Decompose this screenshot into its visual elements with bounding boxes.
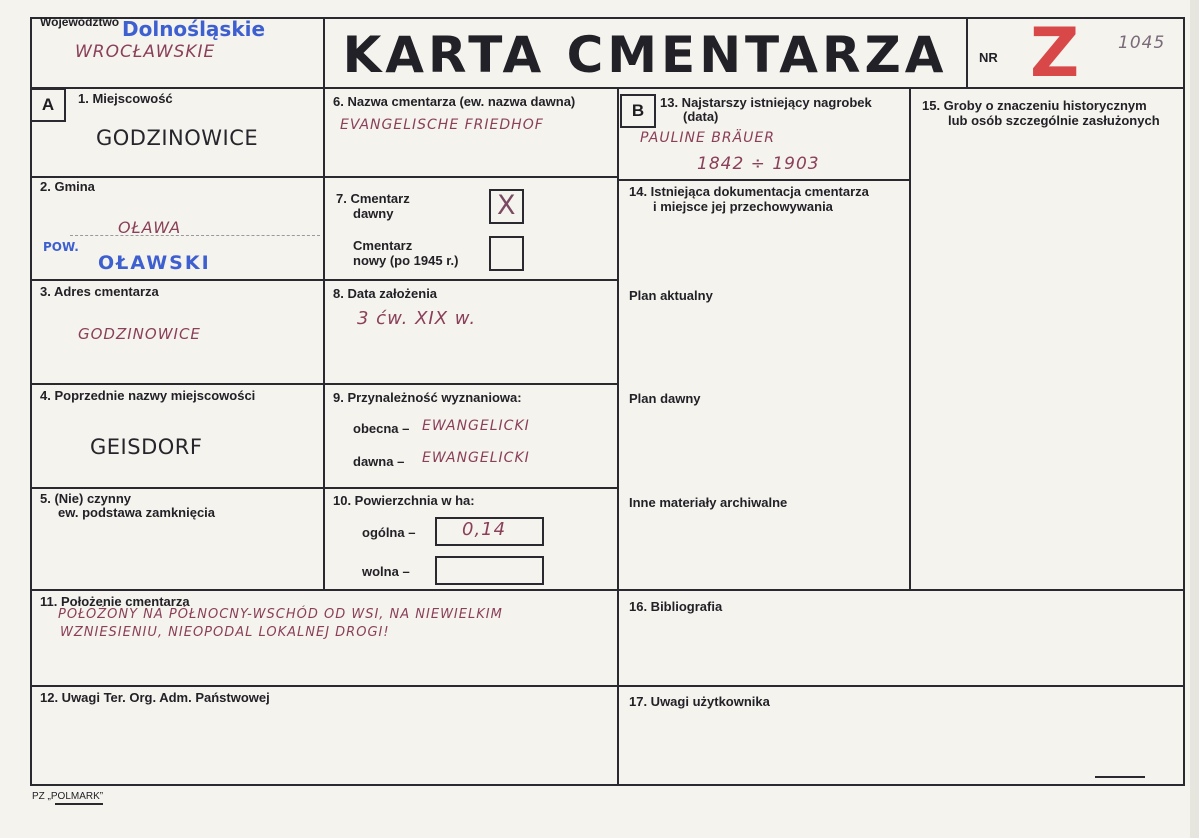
wojewodztwo-stamp: Dolnośląskie xyxy=(122,17,266,41)
nr-number: 1045 xyxy=(1118,33,1166,53)
f7-label2-line2: nowy (po 1945 r.) xyxy=(353,253,459,268)
f2-pow-value: OŁAWSKI xyxy=(98,252,211,274)
f14-label-line2: i miejsce jej przechowywania xyxy=(653,199,833,214)
f10-ogolna-value: 0,14 xyxy=(462,519,507,540)
page-title: KARTA CMENTARZA xyxy=(342,26,948,84)
card-edge xyxy=(1190,0,1199,838)
f13-value-line2: 1842 ÷ 1903 xyxy=(697,154,820,174)
row3-divider xyxy=(30,383,619,385)
f5-label-line1: 5. (Nie) czynny xyxy=(40,491,132,506)
f14-inne: Inne materiały archiwalne xyxy=(629,495,788,510)
f9-dawna-value: EWANGELICKI xyxy=(422,450,530,466)
corner-mark xyxy=(1095,776,1145,778)
f4-label: 4. Poprzednie nazwy miejscowości xyxy=(40,388,256,403)
f9-dawna-label: dawna – xyxy=(353,454,405,469)
f13-label-line2: (data) xyxy=(683,109,719,124)
f2-label: 2. Gmina xyxy=(40,179,95,194)
f7-nowy-checkbox xyxy=(489,236,524,271)
f3-value: GODZINOWICE xyxy=(78,325,201,343)
f13-label-line1: 13. Najstarszy istniejący nagrobek xyxy=(660,95,872,110)
nr-letter: Z xyxy=(1030,14,1080,93)
f11-value-line1: POŁOŻONY NA PÓŁNOCNY-WSCHÓD OD WSI, NA NIEWIELKIM xyxy=(58,607,503,622)
f2-value: OŁAWA xyxy=(118,218,182,237)
col3-divider xyxy=(909,87,911,591)
f4-value: GEISDORF xyxy=(90,435,203,459)
wojewodztwo-handwritten: WROCŁAWSKIE xyxy=(75,42,216,62)
f9-label: 9. Przynależność wyznaniowa: xyxy=(333,390,522,405)
col1-divider xyxy=(323,87,325,591)
f14-plan-aktualny: Plan aktualny xyxy=(629,288,713,303)
f2-pow-prefix: POW. xyxy=(43,240,79,254)
f7-dawny-check-mark: X xyxy=(497,190,517,221)
printer-underline xyxy=(55,803,103,805)
f16-label: 16. Bibliografia xyxy=(629,599,723,614)
f9-obecna-label: obecna – xyxy=(353,421,410,436)
f7-label1-line1: 7. Cmentarz xyxy=(336,191,410,206)
f13-value-line1: PAULINE BRÄUER xyxy=(640,130,775,146)
f8-value: 3 ćw. XIX w. xyxy=(357,308,477,329)
f6-label: 6. Nazwa cmentarza (ew. nazwa dawna) xyxy=(333,94,576,109)
row1-divider xyxy=(30,176,619,178)
f14-label-line1: 14. Istniejąca dokumentacja cmentarza xyxy=(629,184,869,199)
nr-label: NR xyxy=(979,50,998,65)
section-b-marker: B xyxy=(620,94,656,128)
f15-label-line2: lub osób szczególnie zasłużonych xyxy=(948,113,1160,128)
row6-divider xyxy=(30,685,1184,687)
f11-label: 11. Położenie cmentarza xyxy=(40,594,190,609)
f8-label: 8. Data założenia xyxy=(333,286,438,301)
f10-wolna-box xyxy=(435,556,544,585)
f1-value: GODZINOWICE xyxy=(96,126,259,150)
f10-label: 10. Powierzchnia w ha: xyxy=(333,493,475,508)
f14-plan-dawny: Plan dawny xyxy=(629,391,701,406)
f5-label-line2: ew. podstawa zamknięcia xyxy=(58,505,216,520)
header-right-divider xyxy=(966,17,968,89)
f2-underline xyxy=(70,235,320,236)
f12-label: 12. Uwagi Ter. Org. Adm. Państwowej xyxy=(40,690,270,705)
row4-divider xyxy=(30,487,619,489)
f10-ogolna-label: ogólna – xyxy=(362,525,416,540)
f7-label1-line2: dawny xyxy=(353,206,394,221)
frame-right xyxy=(1183,17,1185,786)
f3-label: 3. Adres cmentarza xyxy=(40,284,159,299)
col2-divider xyxy=(617,87,619,786)
f6-value: EVANGELISCHE FRIEDHOF xyxy=(340,117,544,133)
f1-label: 1. Miejscowość xyxy=(78,91,173,106)
f7-label2-line1: Cmentarz xyxy=(353,238,413,253)
section-a-marker: A xyxy=(30,88,66,122)
row2-divider xyxy=(30,279,619,281)
f17-label: 17. Uwagi użytkownika xyxy=(629,694,770,709)
f15-label-line1: 15. Groby o znaczeniu historycznym xyxy=(922,98,1147,113)
f13-f14-divider xyxy=(617,179,911,181)
wojewodztwo-label: Województwo xyxy=(40,15,120,29)
f9-obecna-value: EWANGELICKI xyxy=(422,418,530,434)
row5-divider xyxy=(30,589,1184,591)
printer-mark: PZ „POLMARK” xyxy=(32,791,104,802)
f11-value-line2: WZNIESIENIU, NIEOPODAL LOKALNEJ DROGI! xyxy=(60,625,390,640)
frame-left xyxy=(30,17,32,786)
f10-wolna-label: wolna – xyxy=(362,564,410,579)
frame-bottom xyxy=(30,784,1184,786)
